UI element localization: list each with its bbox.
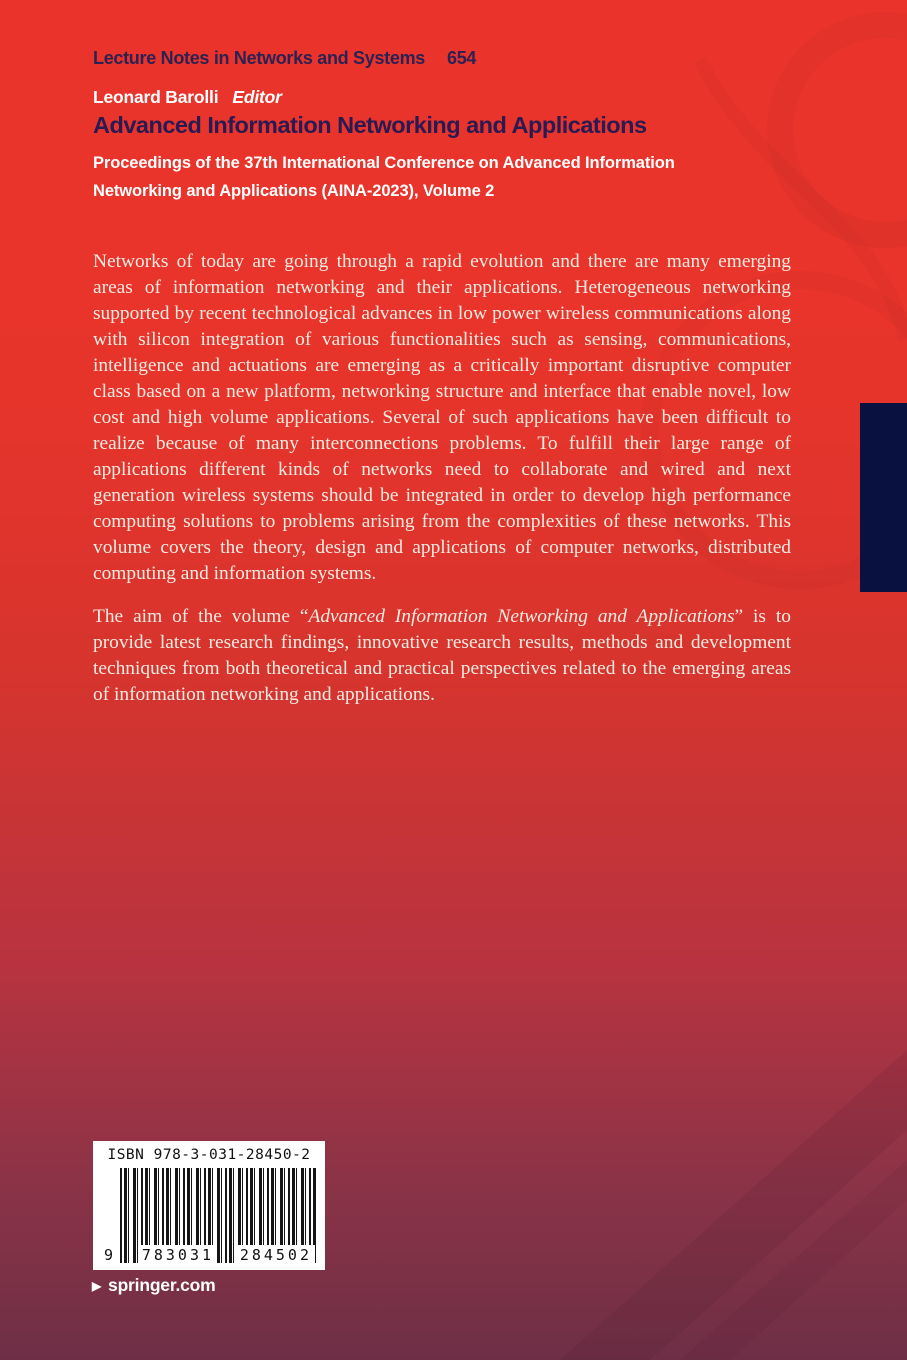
- editor-role-label: Editor: [232, 87, 282, 107]
- back-cover-blurb: [93, 249, 791, 708]
- blurb-p2-prefix: The aim of the volume “: [93, 606, 309, 627]
- book-subtitle: Proceedings of the 37th International Conference on Advanced Information Networking and Applications (AINA-2023), Volume 2: [93, 154, 675, 200]
- series-color-tab: [860, 403, 907, 592]
- publisher-url-label: springer.com: [108, 1275, 216, 1295]
- editor-line: [93, 87, 282, 108]
- blurb-p2-suffix: ” is to provide latest research findings, innovative research results, methods and development techniques from both theoretical and practical perspectives related to the emerging areas of information networking and applications.: [93, 606, 791, 705]
- series-title: [93, 48, 476, 69]
- ean13-digit-group-2: 284502: [237, 1245, 315, 1265]
- play-arrow-icon: ▶: [92, 1278, 102, 1293]
- ean13-digits: [101, 1245, 315, 1265]
- publisher-url: [92, 1275, 216, 1296]
- series-volume-number: 654: [447, 48, 477, 68]
- book-title: Advanced Information Networking and Applications: [93, 112, 647, 138]
- isbn-barcode-panel: [93, 1141, 325, 1270]
- blurb-paragraph-1: Networks of today are going through a rapid evolution and there are many emerging areas of information networking and their applications. Heterogeneous networking supported by recent technological advances in low power wireless communications along with silicon integration of various functionalities such as sensing, communications, intelligence and actuations are emerging as a critically important disruptive computer class based on a new platform, networking structure and interface that enable novel, low cost and high volume applications. Several of such applications have been difficult to realize because of many interconnections problems. To fulfill their large range of applications different kinds of networks need to collaborate and wired and next generation wireless systems should be integrated in order to develop high performance computing solutions to problems arising from the complexities of these networks. This volume covers the theory, design and applications of computer networks, distributed computing and information systems.: [93, 251, 791, 584]
- ean13-digit-group-1: 783031: [139, 1245, 217, 1265]
- inline-book-title: Advanced Information Networking and Applications: [308, 606, 735, 627]
- blurb-paragraph-2: [93, 604, 791, 708]
- isbn-number-label: ISBN 978-3-031-28450-2: [107, 1147, 311, 1163]
- editor-name: Leonard Barolli: [93, 87, 219, 107]
- series-name: Lecture Notes in Networks and Systems: [93, 48, 426, 68]
- ean13-lead-digit: 9: [101, 1245, 119, 1265]
